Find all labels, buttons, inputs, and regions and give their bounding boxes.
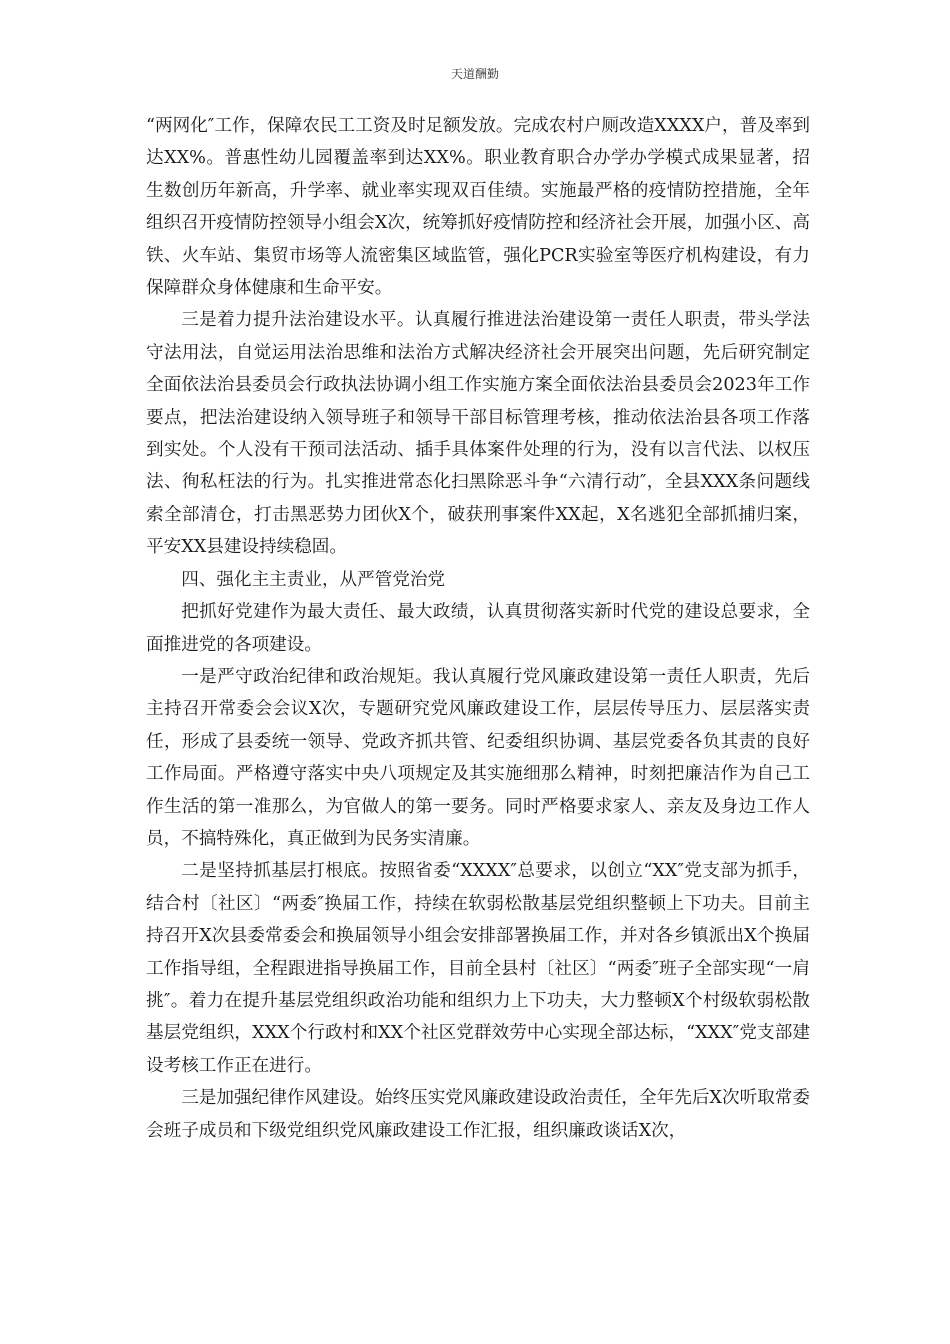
paragraph-continuation: “两网化″工作，保障农民工工资及时足额发放。完成农村户厕改造XXXX户，普及率到达XX%。普惠性幼儿园覆盖率到达XX%。职业教育职合办学办学模式成果显著，招生数创历年新高，升学率、就业率实现双百佳绩。实施最严格的疫情防控措施，全年组织召开疫情防控领导小组会X次，统筹抓好疫情防控和经济社会开展，加强小区、高铁、火车站、集贸市场等人流密集区域监管，强化PCR实验室等医疗机构建设，有力保障群众身体健康和生命平安。: [146, 116, 810, 299]
paragraph-grassroots: 二是坚持抓基层打根底。按照省委“XXXX″总要求，以创立“XX″党支部为抓手，结合村〔社区〕“两委″换届工作，持续在软弱松散基层党组织整顿上下功夫。目前主持召开X次县委常委会和换届领导小组会安排部署换届工作，并对各乡镇派出X个换届工作指导组，全程跟进指导换届工作，目前全县村〔社区〕“两委″班子全部实现“一肩挑″。着力在提升基层党组织政治功能和组织力上下功夫，大力整顿X个村级软弱松散基层党组织，XXX个行政村和XX个社区党群效劳中心实现全部达标，“XXX″党支部建设考核工作正在进行。: [146, 861, 810, 1076]
paragraph-discipline-style: 三是加强纪律作风建设。始终压实党风廉政建设政治责任，全年先后X次听取常委会班子成员和下级党组织党风廉政建设工作汇报，组织廉政谈话X次，: [146, 1088, 810, 1141]
paragraph-party-building-intro: 把抓好党建作为最大责任、最大政绩，认真贯彻落实新时代党的建设总要求，全面推进党的各项建设。: [146, 602, 810, 655]
page-header: 天道酬勤: [450, 67, 499, 81]
paragraph-rule-of-law: 三是着力提升法治建设水平。认真履行推进法治建设第一责任人职责，带头学法守法用法，自觉运用法治思维和法治方式解决经济社会开展突出问题，先后研究制定全面依法治县委员会行政执法协调小组工作实施方案全面依法治县委员会2023年工作要点，把法治建设纳入领导班子和领导干部目标管理考核，推动依法治县各项工作落到实处。个人没有干预司法活动、插手具体案件处理的行为，没有以言代法、以权压法、徇私枉法的行为。扎实推进常态化扫黑除恶斗争“六清行动″，全县XXX条问题线索全部清仓，打击黑恶势力团伙X个，破获刑事案件XX起，X名逃犯全部抓捕归案，平安XX县建设持续稳固。: [146, 310, 810, 558]
section-heading-party-governance: 四、强化主主责业，从严管党治党: [181, 569, 446, 590]
document-body: [146, 110, 810, 1147]
paragraph-political-discipline: 一是严守政治纪律和政治规矩。我认真履行党风廉政建设第一责任人职责，先后主持召开常委会会议X次，专题研究党风廉政建设工作，层层传导压力、层层落实责任，形成了县委统一领导、党政齐抓共管、纪委组织协调、基层党委各负其责的良好工作局面。严格遵守落实中央八项规定及其实施细那么精神，时刻把廉洁作为自己工作生活的第一准那么，为官做人的第一要务。同时严格要求家人、亲友及身边工作人员，不搞特殊化，真正做到为民务实清廉。: [146, 666, 810, 849]
